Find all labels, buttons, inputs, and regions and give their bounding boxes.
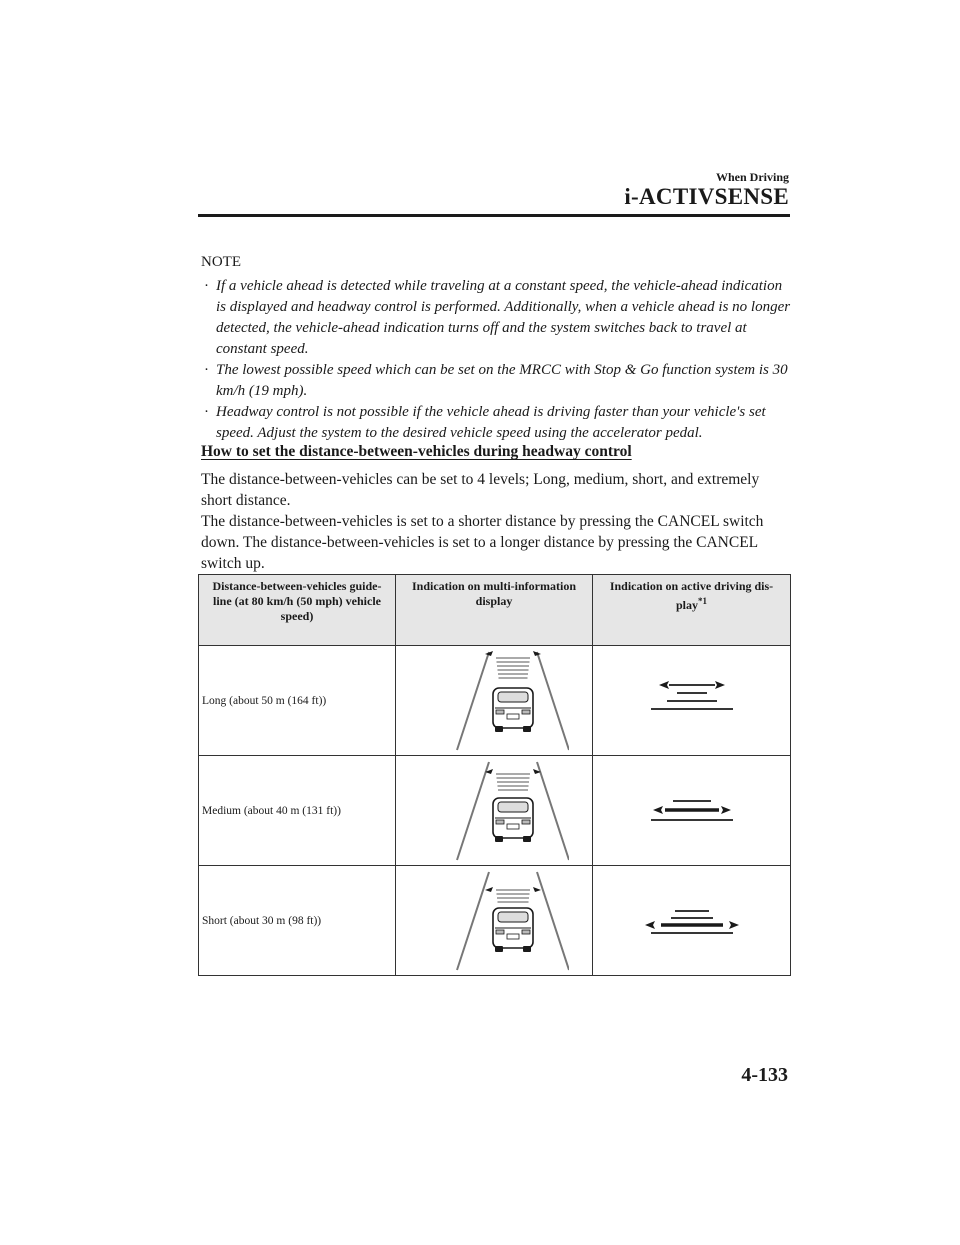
page-number: 4-133 xyxy=(741,1064,788,1086)
note-heading: NOTE xyxy=(201,254,241,270)
mid-road-illustration xyxy=(419,868,569,973)
arrow-icon xyxy=(485,887,493,892)
note-item-text: Headway control is not possible if the vehicle ahead is driving faster than your vehicle's set speed. Adjust the system to the desired vehicle speed using the accelerator pedal. xyxy=(216,404,766,441)
vehicle-rear-icon xyxy=(493,908,533,952)
section-label: When Driving xyxy=(715,170,789,184)
header-guideline: Distance-between-vehicles guide-line (at 80 km/h (50 mph) vehicle speed) xyxy=(199,575,396,646)
road-edge-right xyxy=(537,872,569,970)
vehicle-rear-icon xyxy=(493,688,533,732)
distance-guide-table xyxy=(198,574,791,976)
arrow-right-icon xyxy=(721,806,731,814)
note-item xyxy=(201,360,791,402)
multi-info-figure xyxy=(396,866,593,976)
road-edge-left xyxy=(457,652,489,750)
road-edge-right xyxy=(537,652,569,750)
arrow-right-icon xyxy=(729,921,739,929)
header-rule xyxy=(198,214,790,217)
arrow-left-icon xyxy=(653,806,663,814)
section-subheading: How to set the distance-between-vehicles during headway control xyxy=(201,443,632,460)
distance-label: Short (about 30 m (98 ft)) xyxy=(199,866,396,976)
note-item-text: The lowest possible speed which can be set on the MRCC with Stop & Go function system is 30 km/h (19 mph). xyxy=(216,362,788,399)
bullet-glyph: · xyxy=(204,362,209,378)
multi-info-figure xyxy=(396,646,593,756)
body-paragraph: The distance-between-vehicles is set to a shorter distance by pressing the CANCEL switch down. The distance-between-vehicles is set to a longer distance by pressing the CANCEL switch up. xyxy=(201,513,764,572)
multi-info-figure xyxy=(396,756,593,866)
header-active-driving-display xyxy=(593,575,791,646)
distance-label: Medium (about 40 m (131 ft)) xyxy=(199,756,396,866)
bullet-glyph: · xyxy=(204,404,209,420)
adh-figure xyxy=(593,646,791,756)
adh-figure xyxy=(593,756,791,866)
adh-distance-icon xyxy=(637,671,747,731)
table-row xyxy=(199,756,791,866)
arrow-icon xyxy=(533,887,541,892)
chapter-title: i-ACTIVSENSE xyxy=(624,184,789,209)
table-header-row xyxy=(199,575,791,646)
footnote-marker: *1 xyxy=(698,596,707,606)
mid-road-illustration xyxy=(419,758,569,863)
note-item xyxy=(201,276,791,360)
arrow-icon xyxy=(533,651,541,656)
distance-label: Long (about 50 m (164 ft)) xyxy=(199,646,396,756)
arrow-left-icon xyxy=(659,681,669,689)
bullet-glyph: · xyxy=(204,278,209,294)
note-list xyxy=(201,276,791,444)
header-multi-info-display: Indication on multi-information display xyxy=(396,575,593,646)
body-text xyxy=(201,469,793,574)
road-edge-right xyxy=(537,762,569,860)
vehicle-rear-icon xyxy=(493,798,533,842)
adh-distance-icon xyxy=(637,891,747,951)
note-item xyxy=(201,402,791,444)
arrow-right-icon xyxy=(715,681,725,689)
header-active-driving-display-text: Indication on active driving dis-play xyxy=(609,579,774,612)
mid-road-illustration xyxy=(419,648,569,753)
body-paragraph: The distance-between-vehicles can be set to 4 levels; Long, medium, short, and extremely short distance. xyxy=(201,471,760,509)
adh-figure xyxy=(593,866,791,976)
road-edge-left xyxy=(457,762,489,860)
arrow-left-icon xyxy=(645,921,655,929)
arrow-icon xyxy=(485,651,493,656)
table-row xyxy=(199,866,791,976)
adh-distance-icon xyxy=(637,781,747,841)
note-item-text: If a vehicle ahead is detected while traveling at a constant speed, the vehicle-ahead indication is displayed and headway control is performed. Additionally, when a vehicle ahead is no longer detected, the vehicle-ahead indication turns off and the system switches back to travel at constant speed. xyxy=(216,278,791,357)
road-edge-left xyxy=(457,872,489,970)
table-row xyxy=(199,646,791,756)
